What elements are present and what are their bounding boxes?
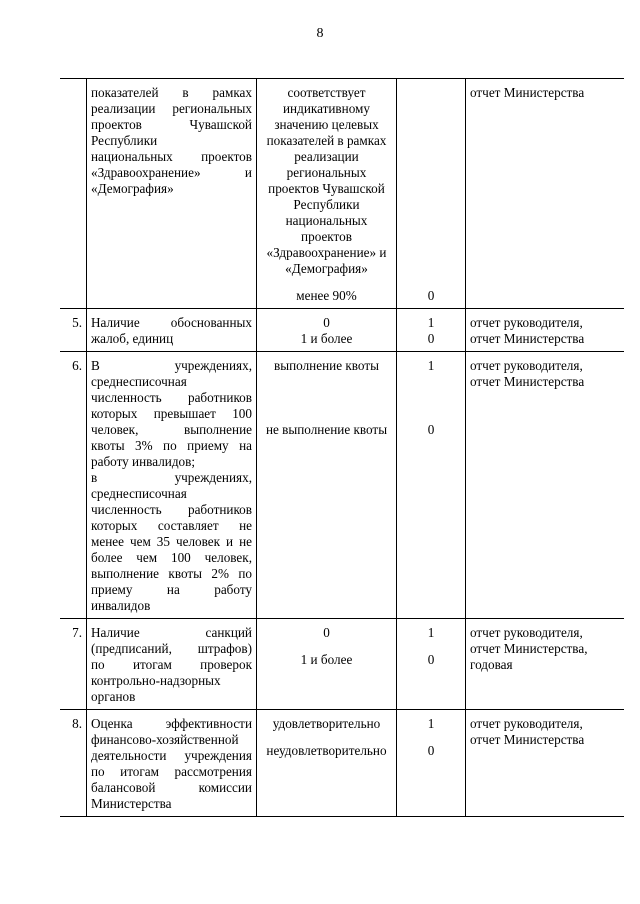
row-number: 6.: [60, 352, 87, 619]
table-row: [60, 309, 624, 352]
criterion-name: В учреждениях, среднесписочная численность работников которых превышает 100 человек, выполнение квоты 3% по приему на работу инвалидов; в учреждениях, среднесписочная численность работников которых составляет не менее чем 35 человек и не более чем 100 человек, выполнение квоты 2% по приему на работу инвалидов: [87, 352, 257, 619]
criterion-value: 0 1 и более: [257, 619, 397, 710]
row-number: [60, 79, 87, 309]
row-number: 8.: [60, 710, 87, 817]
table-row: [60, 710, 624, 817]
row-number: 5.: [60, 309, 87, 352]
table-row: [60, 619, 624, 710]
criterion-score: 1 0: [397, 352, 466, 619]
criterion-score: 1 0: [397, 309, 466, 352]
table-row: [60, 352, 624, 619]
criterion-source: отчет Министерства: [466, 79, 625, 309]
page-number: 8: [316, 26, 324, 41]
row-number: 7.: [60, 619, 87, 710]
criterion-value: удовлетворительно неудовлетворительно: [257, 710, 397, 817]
criterion-source: отчет руководителя, отчет Министерства, годовая: [466, 619, 625, 710]
criterion-score: 1 0: [397, 710, 466, 817]
criterion-source: отчет руководителя, отчет Министерства: [466, 309, 625, 352]
criterion-name: Оценка эффективности финансово-хозяйственной деятельности учреждения по итогам рассмотрения балансовой комиссии Министерства: [87, 710, 257, 817]
criterion-name: Наличие обоснованных жалоб, единиц: [87, 309, 257, 352]
criterion-score: 0: [397, 79, 466, 309]
criterion-source: отчет руководителя, отчет Министерства: [466, 352, 625, 619]
criteria-table: [60, 78, 624, 817]
criterion-value: выполнение квоты не выполнение квоты: [257, 352, 397, 619]
criterion-source: отчет руководителя, отчет Министерства: [466, 710, 625, 817]
criterion-score: 1 0: [397, 619, 466, 710]
criterion-name: Наличие санкций (предписаний, штрафов) по итогам проверок контрольно-надзорных органов: [87, 619, 257, 710]
table-row: [60, 79, 624, 309]
criterion-name: показателей в рамках реализации региональных проектов Чувашской Республики национальных проектов «Здравоохранение» и «Демография»: [87, 79, 257, 309]
criterion-value: соответствует индикативному значению целевых показателей в рамках реализации региональных проектов Чувашской Республики национальных проектов «Здравоохранение» и «Демография» менее 90%: [257, 79, 397, 309]
criterion-value: 0 1 и более: [257, 309, 397, 352]
